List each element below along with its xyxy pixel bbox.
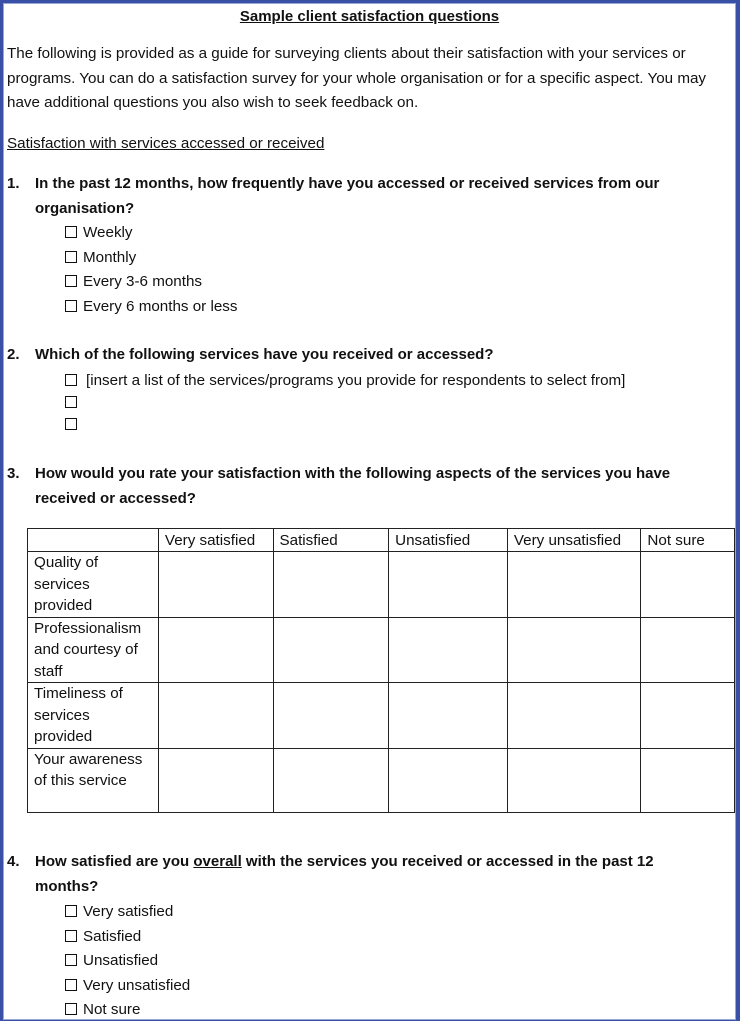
table-header-cell: Not sure <box>641 529 735 552</box>
option-label: Very satisfied <box>83 902 174 920</box>
rating-cell[interactable] <box>273 748 389 812</box>
checkbox[interactable] <box>65 300 77 312</box>
rating-cell[interactable] <box>641 552 735 618</box>
rating-table <box>27 528 735 813</box>
option-label: Satisfied <box>83 927 142 945</box>
checkbox[interactable] <box>65 954 77 966</box>
checkbox[interactable] <box>65 418 77 430</box>
q1-option-6-months-or-less[interactable] <box>65 294 237 319</box>
q4-option-very-satisfied[interactable] <box>65 899 173 924</box>
checkbox[interactable] <box>65 251 77 263</box>
checkbox[interactable] <box>65 979 77 991</box>
table-header-cell: Very satisfied <box>158 529 273 552</box>
rating-cell[interactable] <box>389 748 508 812</box>
table-header-cell: Unsatisfied <box>389 529 508 552</box>
rating-cell[interactable] <box>158 552 273 618</box>
rating-cell[interactable] <box>158 748 273 812</box>
q2-option-3[interactable] <box>65 412 83 437</box>
checkbox[interactable] <box>65 930 77 942</box>
intro-paragraph: The following is provided as a guide for surveying clients about their satisfaction with your services or programs. You can do a satisfaction survey for your whole organisation or for a specific aspect. You may have additional questions you also wish to seek feedback on. <box>7 45 707 111</box>
rating-cell[interactable] <box>507 748 641 812</box>
checkbox[interactable] <box>65 374 77 386</box>
rating-cell[interactable] <box>641 748 735 812</box>
checkbox[interactable] <box>65 275 77 287</box>
rating-cell[interactable] <box>273 683 389 749</box>
option-label: Every 6 months or less <box>83 297 238 315</box>
row-label: Quality of services provided <box>28 552 159 618</box>
q1-text: In the past 12 months, how frequently have you accessed or received services from our organisation? <box>35 175 660 217</box>
table-row <box>28 683 735 749</box>
q4-option-not-sure[interactable] <box>65 997 140 1020</box>
q1-option-monthly[interactable] <box>65 245 136 270</box>
row-label: Professionalism and courtesy of staff <box>28 617 159 683</box>
rating-cell[interactable] <box>507 683 641 749</box>
rating-cell[interactable] <box>273 617 389 683</box>
option-label: [insert a list of the services/programs you provide for respondents to select from] <box>86 371 626 389</box>
q2-text: Which of the following services have you received or accessed? <box>35 346 494 363</box>
q2-number: 2. <box>7 346 20 363</box>
q4-option-unsatisfied[interactable] <box>65 948 158 973</box>
checkbox[interactable] <box>65 905 77 917</box>
rating-cell[interactable] <box>641 617 735 683</box>
option-label: Unsatisfied <box>83 951 159 969</box>
q3-text: How would you rate your satisfaction with the following aspects of the services you have received or accessed? <box>35 465 671 507</box>
option-label: Monthly <box>83 248 137 266</box>
q1-option-weekly[interactable] <box>65 220 133 245</box>
q4-text-after: with the services you received or accessed in the past 12 months? <box>35 853 654 895</box>
rating-cell[interactable] <box>389 552 508 618</box>
rating-cell[interactable] <box>507 552 641 618</box>
q4-option-very-unsatisfied[interactable] <box>65 973 190 998</box>
checkbox[interactable] <box>65 226 77 238</box>
q2-option-1[interactable] <box>65 368 625 393</box>
q4-number: 4. <box>7 853 20 870</box>
row-label: Your awareness of this service <box>28 748 159 812</box>
table-header-cell: Very unsatisfied <box>507 529 641 552</box>
option-label: Very unsatisfied <box>83 976 191 994</box>
checkbox[interactable] <box>65 396 77 408</box>
section-heading: Satisfaction with services accessed or received <box>7 135 325 152</box>
rating-cell[interactable] <box>158 617 273 683</box>
row-label: Timeliness of services provided <box>28 683 159 749</box>
q4-text-before: How satisfied are you <box>35 853 194 870</box>
q1-option-3-6-months[interactable] <box>65 269 202 294</box>
rating-cell[interactable] <box>507 617 641 683</box>
table-row <box>28 748 735 812</box>
table-header-row <box>28 529 735 552</box>
q4-option-satisfied[interactable] <box>65 924 141 949</box>
q2-option-2[interactable] <box>65 390 83 415</box>
rating-cell[interactable] <box>158 683 273 749</box>
document-page <box>3 3 736 1020</box>
rating-cell[interactable] <box>641 683 735 749</box>
q4-text <box>35 850 715 899</box>
checkbox[interactable] <box>65 1003 77 1015</box>
page-title: Sample client satisfaction questions <box>239 8 500 25</box>
table-header-cell: Satisfied <box>273 529 389 552</box>
rating-cell[interactable] <box>389 683 508 749</box>
q1-number: 1. <box>7 175 20 192</box>
option-label: Not sure <box>83 1000 141 1018</box>
q4-text-emphasis: overall <box>193 853 242 870</box>
table-header-cell <box>28 529 159 552</box>
option-label: Weekly <box>83 223 133 241</box>
table-row <box>28 617 735 683</box>
table-row <box>28 552 735 618</box>
q3-number: 3. <box>7 465 20 482</box>
rating-cell[interactable] <box>273 552 389 618</box>
rating-cell[interactable] <box>389 617 508 683</box>
option-label: Every 3-6 months <box>83 272 203 290</box>
